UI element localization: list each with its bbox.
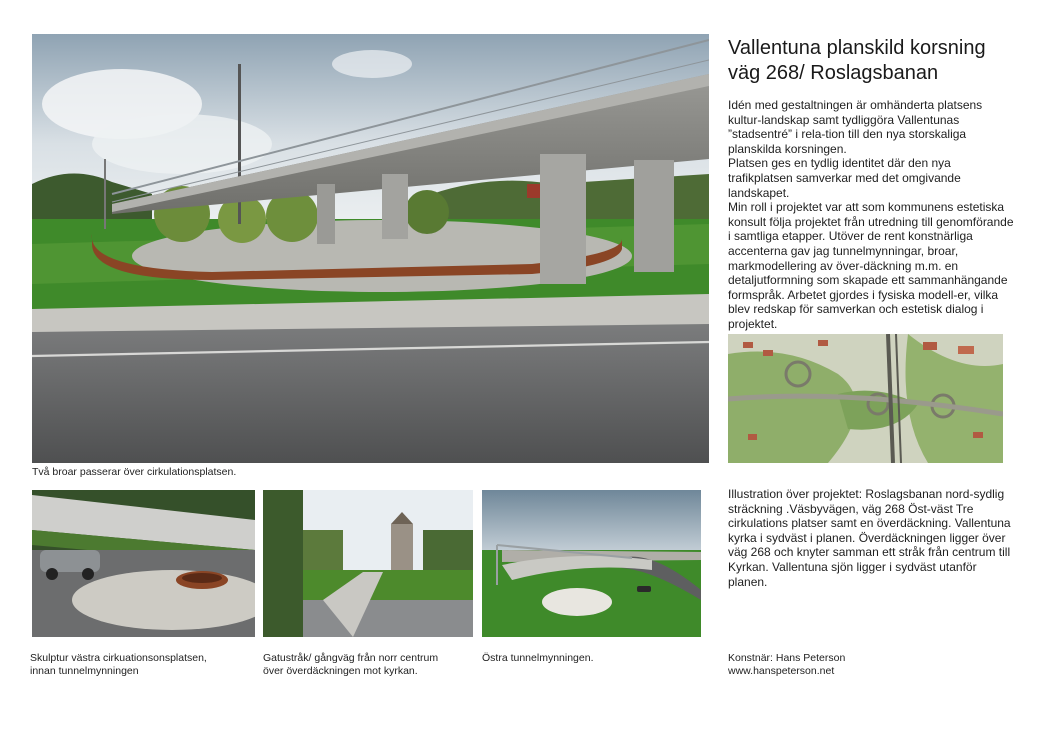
artist-credit: Konstnär: Hans Peterson [728, 652, 846, 664]
caption-photo-2 [263, 652, 438, 678]
artist-website: www.hanspeterson.net [728, 665, 835, 677]
caption-photo-1-line-1: Skulptur västra cirkuationsonsplatsen, [30, 652, 207, 664]
page-title-line-2: väg 268/ Roslagsbanan [728, 62, 939, 84]
illustration-description: Illustration över projektet: Roslagsbanan nord-sydlig sträckning .Väsbyvägen, väg 268 Öst-väst Tre cirkulations platser samt en överdäckning. Vallentuna kyrka i sydväst i planen. Överdäckningen ligger över väg 268 och knyter samman ett stråk från centrum till Kyrkan. Vallentuna sjön ligger i sydväst utanför planen. [728, 487, 1011, 589]
caption-photo-2-line-1: Gatustråk/ gångväg från norr centrum [263, 652, 439, 664]
intro-paragraph-3: Min roll i projektet var att som kommunens estetiska konsult följa projektet från utredning till genomförande i samtliga etapper. Utöver de rent konstnärliga accenterna gav jag tunnelmynningar, broar, markmodellering av över-däckning m.m. en detaljutformning som skapade ett sammanhängande formspråk. Arbetet gjordes i fysiska modell-er, vilka blev redskap för samverkan och estetisk dialog i projektet. [728, 200, 1014, 331]
credits [728, 652, 845, 678]
main-photo-bridge-roundabout [32, 34, 709, 463]
photo-sculpture-west-roundabout [32, 490, 255, 637]
caption-main-photo: Två broar passerar över cirkulationsplatsen. [32, 466, 237, 478]
caption-photo-3: Östra tunnelmynningen. [482, 652, 594, 664]
caption-photo-1 [30, 652, 207, 678]
page-title-line-1: Vallentuna planskild korsning [728, 37, 986, 59]
photo-east-tunnel-portal [482, 490, 701, 637]
caption-photo-1-line-2: innan tunnelmynningen [30, 665, 139, 677]
intro-paragraph-2: Platsen ges en tydlig identitet där den nya trafikplatsen samverkar med det omgivande landskapet. [728, 156, 961, 200]
caption-photo-2-line-2: över överdäckningen mot kyrkan. [263, 665, 418, 677]
intro-text [728, 98, 1018, 360]
page-title [728, 36, 1048, 86]
photo-walkway-toward-church [263, 490, 473, 637]
illustration-aerial-map [728, 334, 1003, 463]
intro-paragraph-1: Idén med gestaltningen är omhänderta platsens kultur-landskap samt tydliggöra Vallentunas ”stadsentré” i rela-tion till den nya storskaliga planskilda korsningen. [728, 98, 983, 156]
